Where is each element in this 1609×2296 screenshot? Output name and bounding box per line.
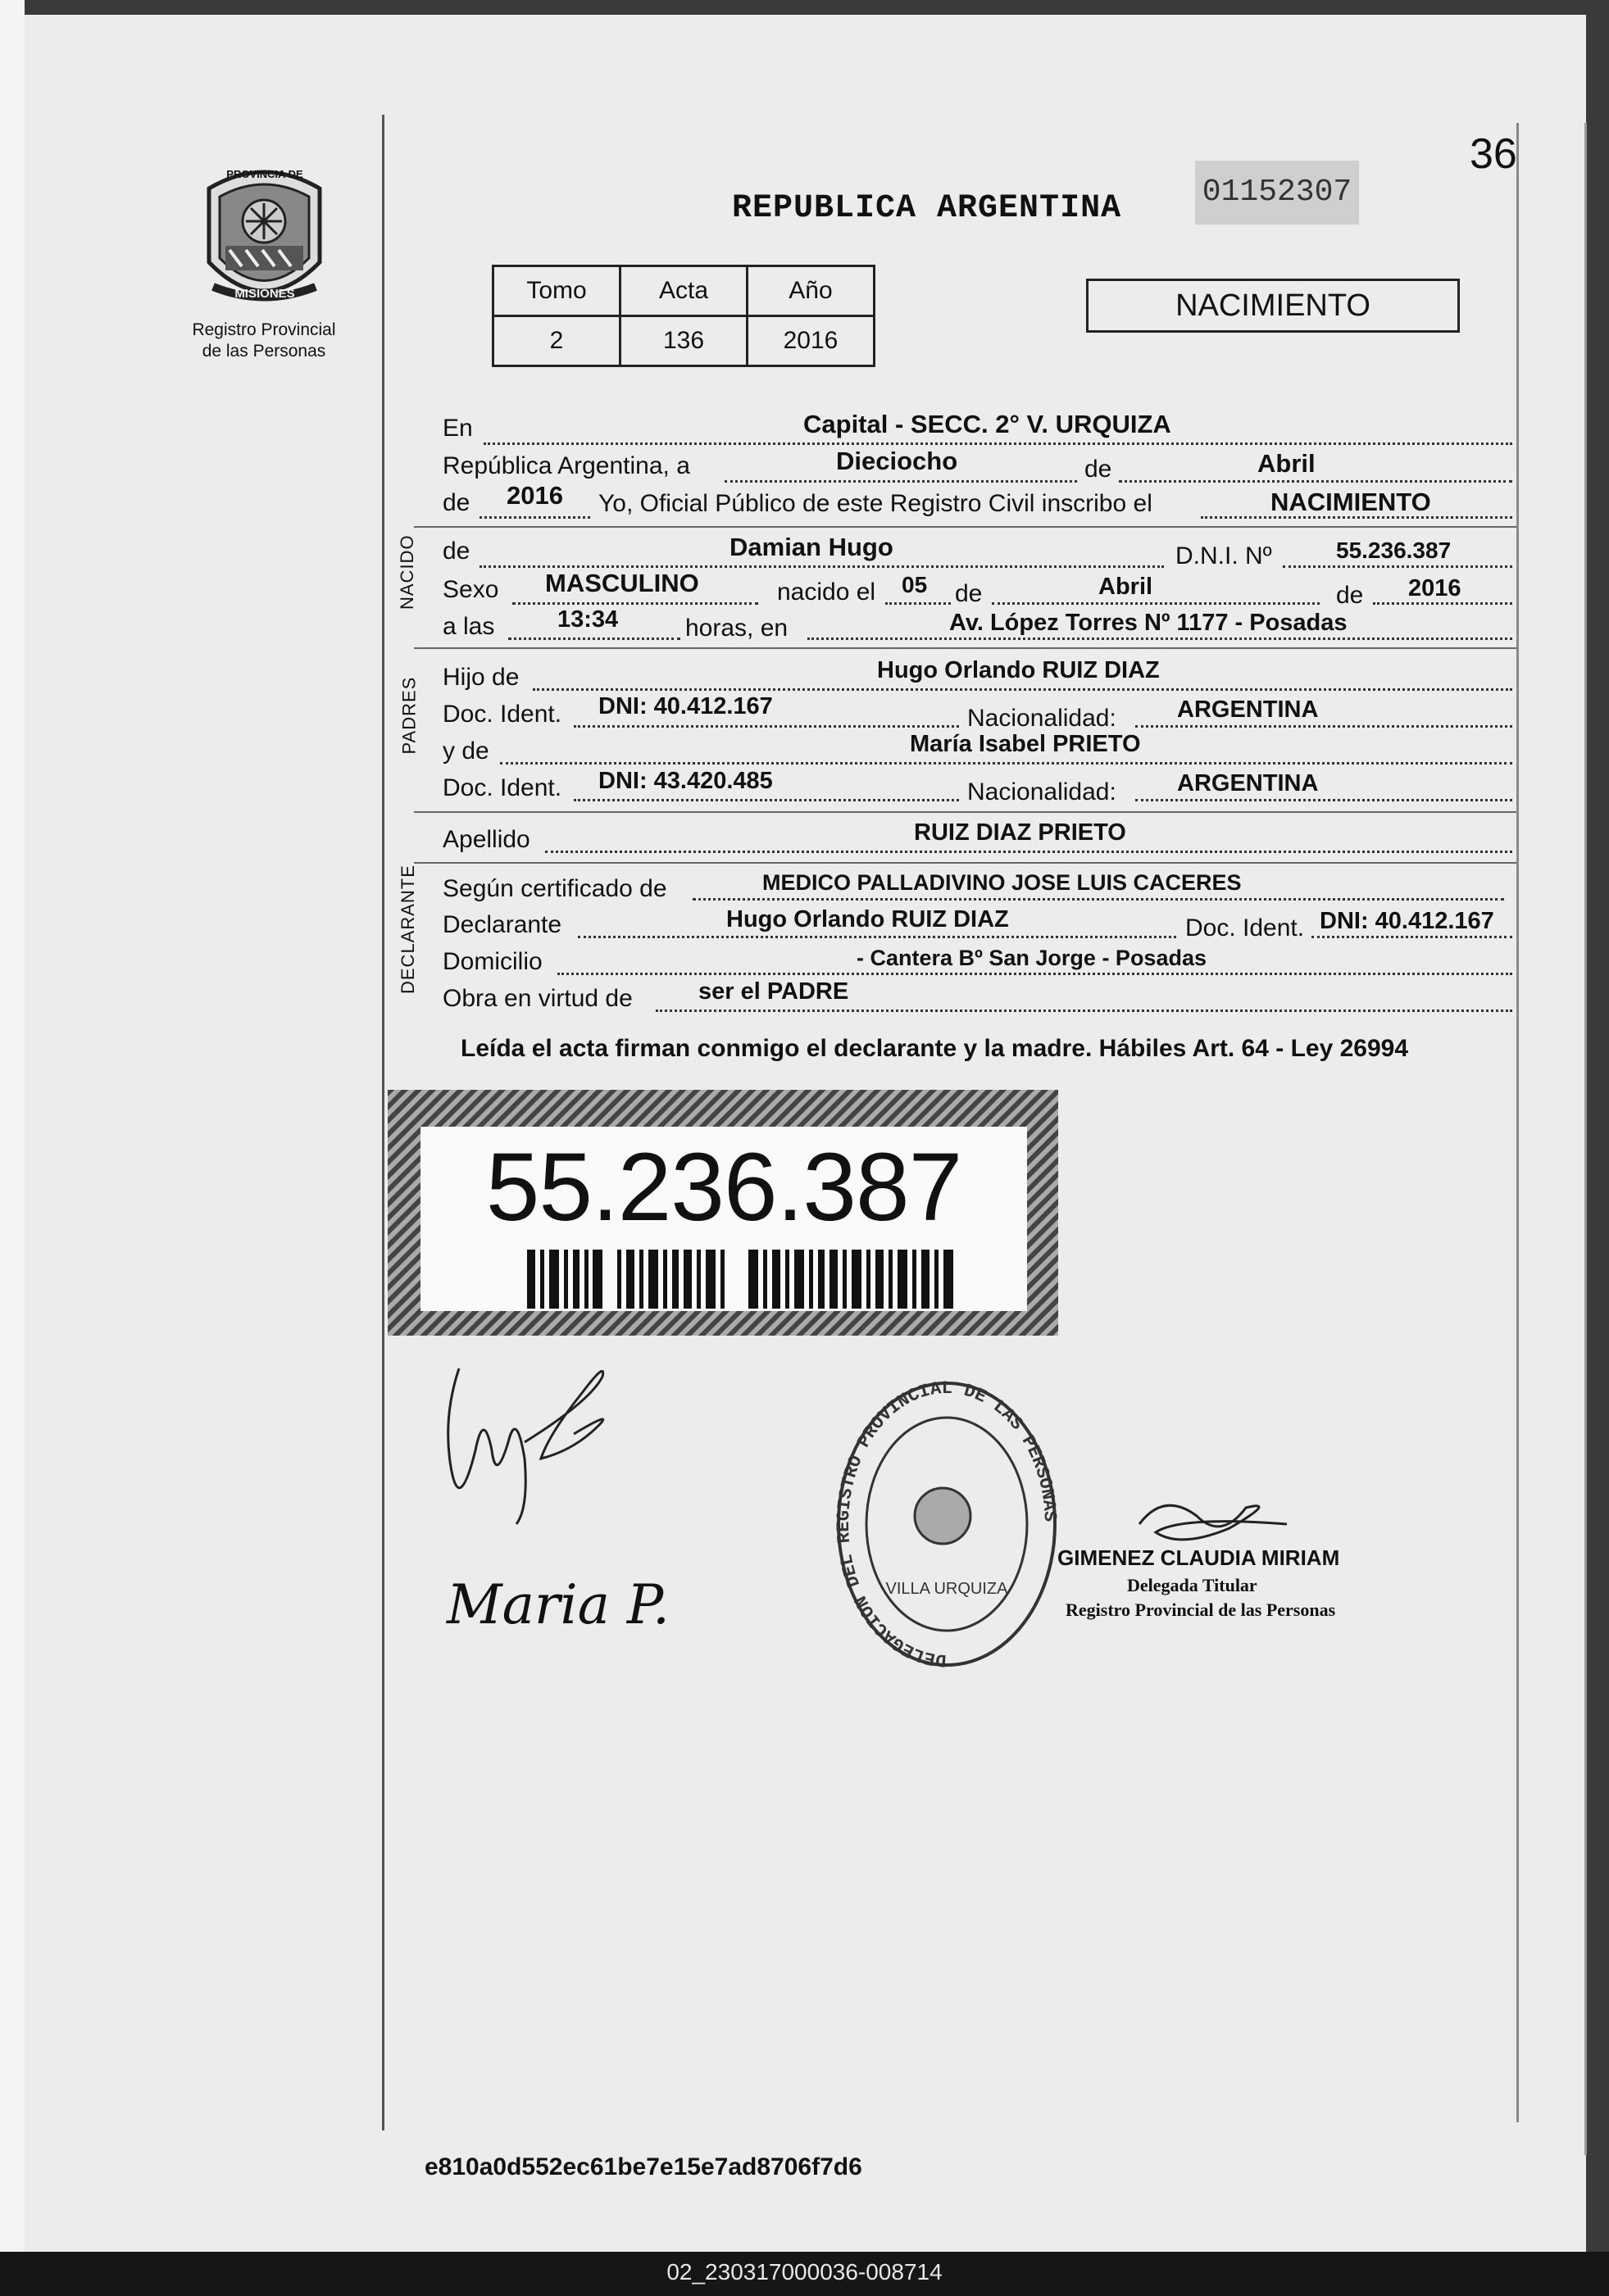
domicilio-dotted-line [557, 973, 1512, 975]
footer-code: 02_230317000036-008714 [666, 2259, 943, 2285]
doc2-dotted-line [574, 799, 959, 801]
dni-dotted-line [1283, 565, 1512, 568]
declarante-dotted-line [578, 936, 1176, 938]
nac1-label: Nacionalidad: [967, 705, 1116, 732]
dni-value: 55.236.387 [1336, 538, 1452, 563]
certificado-value: MEDICO PALLADIVINO JOSE LUIS CACERES [762, 870, 1242, 895]
nombre-dotted-line [480, 565, 1164, 568]
nacido-side-label: NACIDO [397, 534, 417, 610]
barcode-sticker [388, 1090, 1058, 1336]
republica-label: República Argentina, a [443, 452, 690, 479]
section-separator-3 [414, 811, 1516, 813]
nacido-de-label: de [955, 580, 983, 607]
lugar-dotted-line [807, 638, 1512, 640]
oficial-text: Yo, Oficial Público de este Registro Civil inscribo el [598, 490, 1152, 517]
nacido-dia: 05 [902, 572, 928, 597]
dia-value: Dieciocho [836, 447, 958, 475]
section-separator-1 [414, 526, 1516, 528]
doc3-label: Doc. Ident. [1185, 914, 1305, 942]
obra-dotted-line [656, 1010, 1512, 1012]
nac2-label: Nacionalidad: [967, 778, 1116, 805]
nacido-mes: Abril [1098, 574, 1153, 600]
acta-value: 136 [620, 316, 748, 366]
seal-caption-line2: de las Personas [202, 342, 326, 361]
nac2-dotted-line [1135, 799, 1512, 801]
doc2-value: DNI: 43.420.485 [598, 768, 773, 794]
nacido-anio-dotted-line [1373, 602, 1512, 605]
declarante-value: Hugo Orlando RUIZ DIAZ [726, 906, 1009, 932]
nombre-value: Damian Hugo [730, 533, 893, 561]
domicilio-value: - Cantera Bº San Jorge - Posadas [857, 946, 1207, 970]
far-right-line [1584, 123, 1587, 2155]
tomo-value: 2 [493, 316, 620, 366]
doc3-dotted-line [1311, 936, 1512, 938]
sexo-value: MASCULINO [545, 569, 699, 597]
dia-dotted-line [725, 480, 1077, 483]
document-hash: e810a0d552ec61be7e15e7ad8706f7d6 [425, 2153, 862, 2180]
barcode-bars-icon [527, 1250, 953, 1309]
official-office: Registro Provincial de las Personas [1066, 1599, 1336, 1620]
official-name: GIMENEZ CLAUDIA MIRIAM [1057, 1545, 1340, 1570]
mes-dotted-line [1119, 480, 1512, 483]
de-label: de [1084, 456, 1112, 483]
left-margin-line [382, 115, 384, 2130]
right-margin-line [1516, 123, 1519, 2122]
acta-header: Acta [620, 266, 748, 316]
nombre-label: de [443, 538, 470, 565]
nacido-de2-label: de [1336, 582, 1364, 609]
nac1-dotted-line [1135, 725, 1512, 728]
padre-dotted-line [533, 688, 1512, 691]
nac1-value: ARGENTINA [1177, 697, 1319, 723]
sexo-dotted-line [512, 602, 758, 605]
seal-caption-line1: Registro Provincial [192, 320, 336, 339]
certificado-dotted-line [693, 898, 1504, 901]
doc1-value: DNI: 40.412.167 [598, 693, 773, 719]
de2-label: de [443, 489, 470, 516]
yde-label: y de [443, 737, 489, 765]
mother-signature: Maria P. [447, 1573, 670, 1636]
page-number: 36 [1470, 130, 1517, 178]
seal-caption [182, 320, 346, 362]
nac2-value: ARGENTINA [1177, 770, 1319, 796]
barcode-number: 55.236.387 [485, 1133, 962, 1241]
closing-note: Leída el acta firman conmigo el declarante y la madre. Hábiles Art. 64 - Ley 26994 [461, 1035, 1409, 1062]
section-separator-4 [414, 862, 1516, 864]
declarante-label: Declarante [443, 911, 562, 938]
en-label: En [443, 415, 473, 442]
padres-side-label: PADRES [398, 676, 420, 755]
paper-edge [0, 0, 25, 2262]
dni-label: D.N.I. Nº [1175, 542, 1272, 569]
stamp-inner-text: VILLA URQUIZA [885, 1580, 1008, 1598]
nacido-anio: 2016 [1408, 575, 1461, 601]
father-signature-icon [426, 1344, 623, 1532]
nacido-label: nacido el [777, 579, 876, 606]
official-round-stamp-icon [832, 1377, 1061, 1672]
anio-dotted-line [480, 516, 590, 519]
barcode-label [420, 1127, 1027, 1311]
en-value: Capital - SECC. 2° V. URQUIZA [803, 410, 1171, 438]
official-title: Delegada Titular [1127, 1575, 1257, 1595]
declarante-side-label: DECLARANTE [398, 864, 418, 994]
obra-label: Obra en virtud de [443, 985, 633, 1012]
seal-band-top: PROVINCIA DE [226, 168, 303, 180]
document-title: REPUBLICA ARGENTINA [732, 190, 1122, 227]
hora-value: 13:34 [557, 606, 619, 633]
anio-header: Año [748, 266, 875, 316]
apellido-value: RUIZ DIAZ PRIETO [914, 819, 1126, 846]
madre-value: María Isabel PRIETO [910, 731, 1141, 757]
nacido-dia-dotted-line [885, 602, 951, 605]
record-type-box: NACIMIENTO [1086, 279, 1460, 333]
section-separator-2 [414, 647, 1516, 649]
tomo-header: Tomo [493, 266, 620, 316]
stamp-ring-text: DELEGACION DEL REGISTRO PROVINCIAL DE LAS PERSONAS [833, 1377, 1061, 1671]
sexo-label: Sexo [443, 576, 499, 603]
en-dotted-line [484, 442, 1512, 445]
domicilio-label: Domicilio [443, 948, 543, 975]
apellido-label: Apellido [443, 826, 530, 853]
hijo-label: Hijo de [443, 664, 520, 691]
anio-value: 2016 [507, 481, 563, 510]
padre-value: Hugo Orlando RUIZ DIAZ [877, 657, 1160, 683]
anio-value: 2016 [748, 316, 875, 366]
mes-value: Abril [1257, 449, 1316, 478]
inscribe-value: NACIMIENTO [1270, 488, 1431, 516]
doc2-label: Doc. Ident. [443, 774, 562, 801]
tomo-acta-table [492, 265, 875, 367]
doc3-value: DNI: 40.412.167 [1320, 908, 1494, 934]
doc1-dotted-line [574, 725, 959, 728]
alas-label: a las [443, 613, 495, 640]
doc1-label: Doc. Ident. [443, 701, 562, 728]
seal-band-bottom: MISIONES [234, 287, 295, 301]
obra-value: ser el PADRE [698, 978, 849, 1005]
horas-label: horas, en [685, 615, 789, 642]
hora-dotted-line [508, 638, 680, 640]
lugar-value: Av. López Torres Nº 1177 - Posadas [949, 610, 1348, 636]
apellido-dotted-line [545, 851, 1512, 853]
madre-dotted-line [500, 762, 1512, 765]
certificado-label: Según certificado de [443, 875, 667, 902]
serial-number: 01152307 [1195, 161, 1359, 225]
nacido-mes-dotted-line [992, 602, 1320, 605]
